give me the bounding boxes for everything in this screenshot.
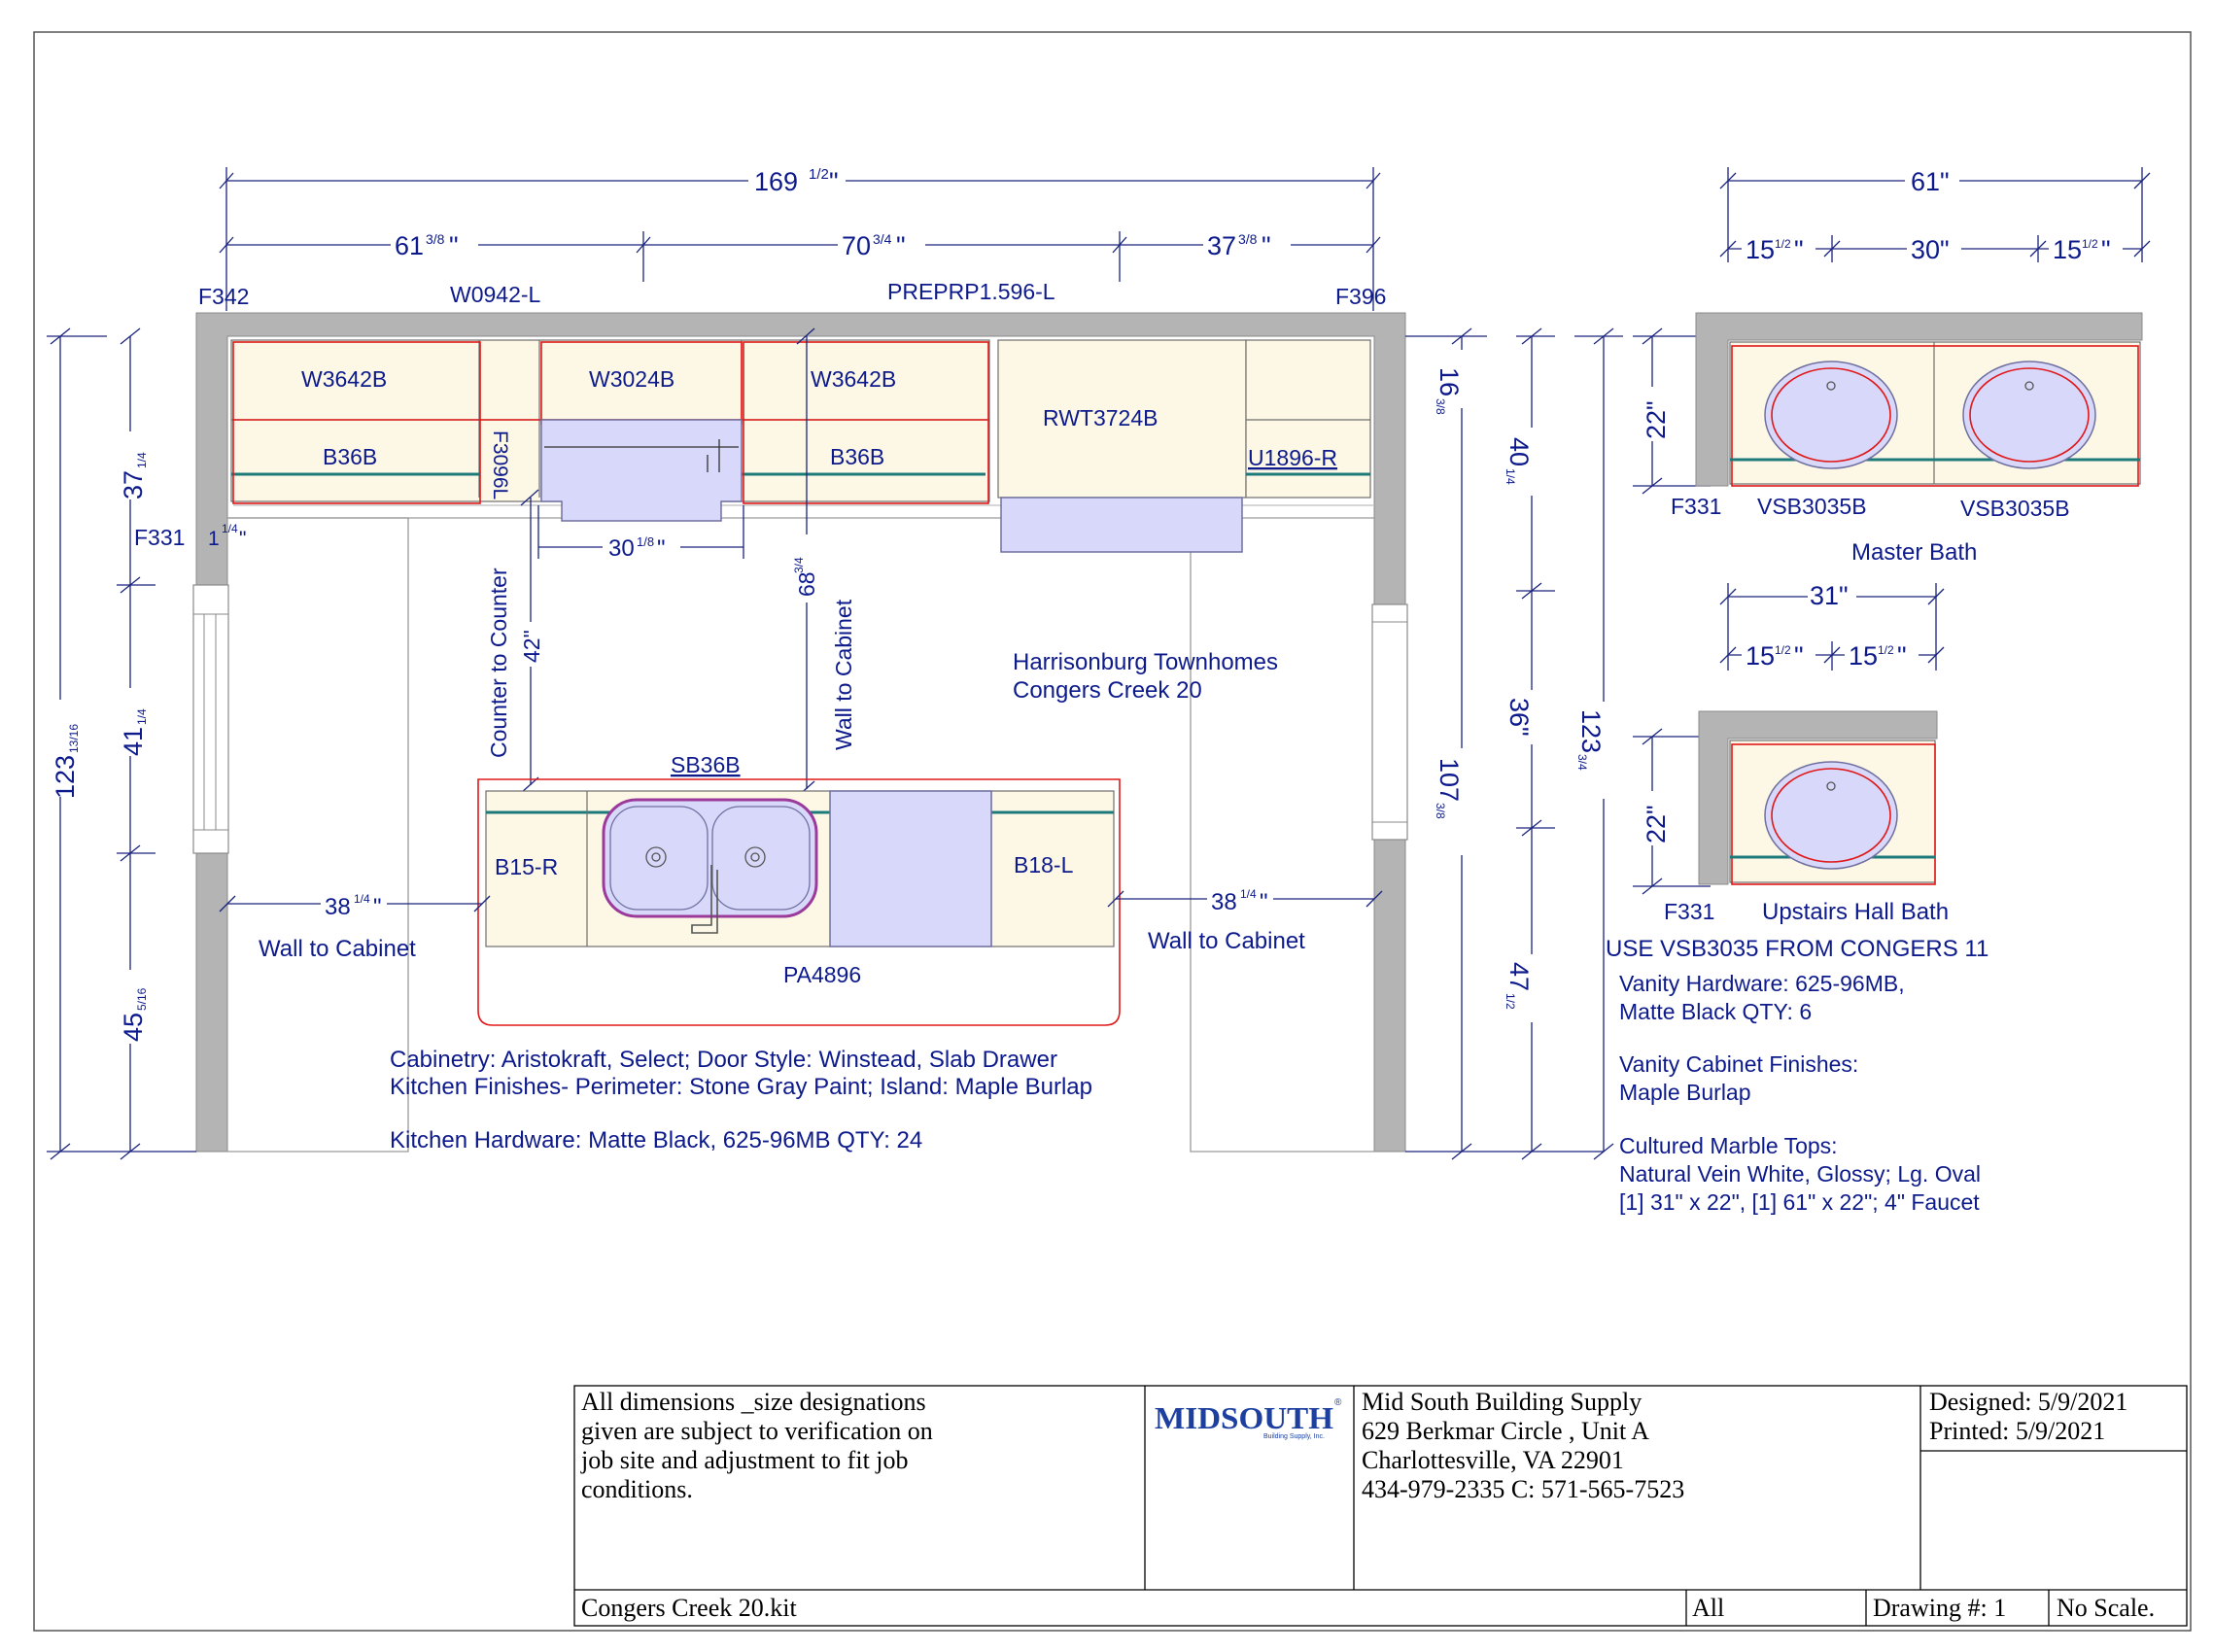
left-wall-dim-frac: 1/4 <box>354 892 370 906</box>
overall-width-dim: 169 <box>754 167 799 196</box>
left-dim-seg2: 41 <box>119 726 148 756</box>
filler-f331-dim: 1 <box>208 528 220 550</box>
right-wall-to-cabinet-label: Wall to Cabinet <box>1148 928 1305 954</box>
island-sink-base-sb36b: SB36B <box>671 752 741 777</box>
right-dim-123-frac: 3/4 <box>1575 754 1589 771</box>
right-wall-dim: 38 <box>1211 889 1237 915</box>
logo-brand: MIDSOUTH <box>1155 1400 1334 1435</box>
disclaimer-line-4: conditions. <box>581 1475 693 1503</box>
top-dimensions <box>220 163 1380 311</box>
left-overall-dim: 123 <box>51 754 80 799</box>
overall-width-frac: 1/2 <box>809 166 829 183</box>
company-city: Charlottesville, VA 22901 <box>1362 1446 1624 1474</box>
left-dim-seg1-frac: 1/4 <box>135 452 149 468</box>
right-dim-47: 47 <box>1504 962 1534 992</box>
right-dim-36: 36" <box>1504 698 1534 737</box>
width-dim-1-inch-mark: " <box>449 231 459 260</box>
right-wall-dim-inch-mark: " <box>1260 889 1268 915</box>
hall-bath-right-dim-frac: 1/2 <box>1878 643 1894 657</box>
width-dim-2: 70 <box>842 231 872 260</box>
right-dim-40: 40 <box>1504 437 1534 467</box>
master-bath-left-dim: 15 <box>1746 235 1776 264</box>
right-dim-107-frac: 3/8 <box>1434 803 1447 819</box>
master-bath-depth-dim: 22" <box>1642 400 1671 439</box>
logo-tagline: Building Supply, Inc. <box>1263 1433 1325 1440</box>
width-dim-1-frac: 3/8 <box>426 231 445 247</box>
wall-to-cabinet-vertical-label: Wall to Cabinet <box>831 599 856 750</box>
island-cabinet-b18l: B18-L <box>1014 852 1074 878</box>
disclaimer-line-2: given are subject to verification on <box>581 1417 933 1445</box>
hall-bath-title: Upstairs Hall Bath <box>1762 899 1950 925</box>
right-dimensions <box>1405 328 1623 1159</box>
bath-note-tops-2: Natural Vein White, Glossy; Lg. Oval <box>1619 1161 1981 1187</box>
disclaimer-line-3: job site and adjustment to fit job <box>581 1446 909 1474</box>
right-wall-dim-frac: 1/4 <box>1240 887 1257 901</box>
company-name: Mid South Building Supply <box>1362 1388 1642 1416</box>
cabinet-b36b-right: B36B <box>830 444 885 469</box>
master-bath-right-dim-frac: 1/2 <box>2082 237 2098 251</box>
drawing-scale: No Scale. <box>2057 1594 2156 1622</box>
left-wall-to-cabinet-label: Wall to Cabinet <box>259 936 416 962</box>
width-dim-2-inch-mark: " <box>896 231 906 260</box>
bath-note-finishes-2: Maple Burlap <box>1619 1080 1751 1105</box>
master-bath-right-dim: 15 <box>2053 235 2083 264</box>
cabinet-b36b-left: B36B <box>323 444 378 469</box>
cabinet-w3642b-left: W3642B <box>301 366 388 392</box>
wall-cab-vert-dim: 68 <box>794 571 819 597</box>
wall-cab-vert-frac: 3/4 <box>792 557 806 573</box>
midsouth-logo <box>1155 1397 1342 1440</box>
project-title-line2: Congers Creek 20 <box>1013 677 1202 704</box>
island-cabinet-b15r: B15-R <box>495 854 559 879</box>
bath-note-use-vsb: USE VSB3035 FROM CONGERS 11 <box>1606 936 1989 962</box>
cabinet-label-w0942: W0942-L <box>450 282 541 307</box>
right-dim-40-frac: 1/4 <box>1504 468 1517 485</box>
bath-note-hardware-2: Matte Black QTY: 6 <box>1619 999 1813 1024</box>
master-bath-title: Master Bath <box>1851 539 1978 566</box>
left-dim-seg3: 45 <box>119 1012 148 1042</box>
right-wall-to-cabinet-dimension <box>1108 884 1382 915</box>
cabinet-u1896r: U1896-R <box>1248 445 1338 470</box>
cabinet-rwt3724b: RWT3724B <box>1043 405 1158 430</box>
left-dim-seg1: 37 <box>119 469 148 499</box>
left-wall-to-cabinet-dimension <box>220 889 490 920</box>
counter-to-counter-label: Counter to Counter <box>486 568 511 758</box>
master-bath-mid-dim: 30" <box>1911 235 1950 264</box>
filler-f331-dim-inch: " <box>239 528 247 550</box>
filler-f3096: F3096L <box>489 430 511 500</box>
hall-bath-overall-dim: 31" <box>1810 581 1849 610</box>
project-title-line1: Harrisonburg Townhomes <box>1013 649 1279 675</box>
master-bath-left-dim-frac: 1/2 <box>1775 237 1791 251</box>
master-bath-right-dim-inch: " <box>2101 235 2111 264</box>
left-wall-dim-inch-mark: " <box>373 894 382 920</box>
hall-bath-left-dim: 15 <box>1746 641 1776 671</box>
company-phone: 434-979-2335 C: 571-565-7523 <box>1362 1475 1685 1503</box>
left-dim-seg2-frac: 1/4 <box>135 708 149 725</box>
right-dim-16: 16 <box>1435 367 1464 397</box>
company-address: 629 Berkmar Circle , Unit A <box>1362 1417 1650 1445</box>
island-panel-pa4896: PA4896 <box>783 962 862 987</box>
right-dim-47-frac: 1/2 <box>1504 993 1517 1010</box>
hall-bath-right-dim: 15 <box>1849 641 1879 671</box>
master-bath-vanity <box>1696 313 2142 486</box>
filler-f331-kitchen: F331 <box>134 525 186 550</box>
designed-date: Designed: 5/9/2021 <box>1929 1388 2128 1416</box>
left-wall-dim: 38 <box>325 894 351 920</box>
width-dim-3-frac: 3/8 <box>1238 231 1258 247</box>
master-bath-left-dim-inch: " <box>1794 235 1804 264</box>
master-bath-vanity-left: VSB3035B <box>1757 494 1867 519</box>
drawing-number: Drawing #: 1 <box>1873 1594 2007 1622</box>
bath-note-finishes-1: Vanity Cabinet Finishes: <box>1619 1051 1859 1077</box>
hall-bath-left-dim-frac: 1/2 <box>1775 643 1791 657</box>
width-dim-3-inch-mark: " <box>1262 231 1271 260</box>
kitchen-note-cabinetry: Cabinetry: Aristokraft, Select; Door Style: Winstead, Slab Drawer <box>390 1047 1057 1073</box>
island <box>478 779 1120 1025</box>
bath-note-hardware-1: Vanity Hardware: 625-96MB, <box>1619 971 1905 996</box>
master-bath-filler-f331: F331 <box>1671 494 1722 519</box>
disclaimer-line-1: All dimensions _size designations <box>581 1388 926 1416</box>
master-bath-overall-dim: 61" <box>1911 167 1950 196</box>
hall-bath-left-dim-inch: " <box>1794 641 1804 671</box>
sink-width-dim-frac: 1/8 <box>637 534 655 549</box>
filler-f331-dim-frac: 1/4 <box>222 522 238 535</box>
hall-bath-vanity <box>1699 711 1937 884</box>
right-dim-16-frac: 3/8 <box>1434 398 1447 415</box>
kitchen-note-finishes: Kitchen Finishes- Perimeter: Stone Gray Paint; Island: Maple Burlap <box>390 1074 1092 1100</box>
hall-bath-filler-f331: F331 <box>1664 899 1715 924</box>
hall-bath-depth-dim: 22" <box>1642 805 1671 843</box>
panel-label-preprp: PREPRP1.596-L <box>887 279 1055 304</box>
right-dim-123: 123 <box>1576 709 1606 754</box>
width-dim-2-frac: 3/4 <box>873 231 892 247</box>
width-dim-3: 37 <box>1207 231 1237 260</box>
cabinet-w3024b: W3024B <box>589 366 675 392</box>
counter-to-counter-dim: 42" <box>519 630 544 663</box>
sink-width-inch-mark: " <box>657 535 666 562</box>
cabinet-w3642b-right: W3642B <box>811 366 897 392</box>
filler-label-f342: F342 <box>198 284 250 309</box>
bath-note-tops-3: [1] 31" x 22", [1] 61" x 22"; 4" Faucet <box>1619 1189 1980 1215</box>
left-overall-dim-frac: 13/16 <box>67 723 81 753</box>
counter-to-counter-dimension <box>486 490 550 793</box>
master-bath-vanity-right: VSB3035B <box>1960 496 2070 521</box>
logo-registered-mark: ® <box>1334 1397 1342 1408</box>
sink-width-dim: 30 <box>608 535 635 562</box>
file-name: Congers Creek 20.kit <box>581 1594 797 1622</box>
printed-date: Printed: 5/9/2021 <box>1929 1417 2106 1445</box>
hall-bath-right-dim-inch: " <box>1897 641 1907 671</box>
left-dimensions <box>43 328 196 1159</box>
width-dim-1: 61 <box>395 231 425 260</box>
drawing-scope: All <box>1692 1594 1725 1622</box>
filler-label-f396: F396 <box>1335 284 1387 309</box>
right-dim-107: 107 <box>1435 758 1464 803</box>
kitchen-note-hardware: Kitchen Hardware: Matte Black, 625-96MB QTY: 24 <box>390 1127 923 1153</box>
bath-note-tops-1: Cultured Marble Tops: <box>1619 1133 1838 1158</box>
perimeter-cabinets <box>231 340 1374 552</box>
left-dim-seg3-frac: 5/16 <box>135 987 149 1011</box>
overall-width-inch-mark: " <box>829 167 839 196</box>
